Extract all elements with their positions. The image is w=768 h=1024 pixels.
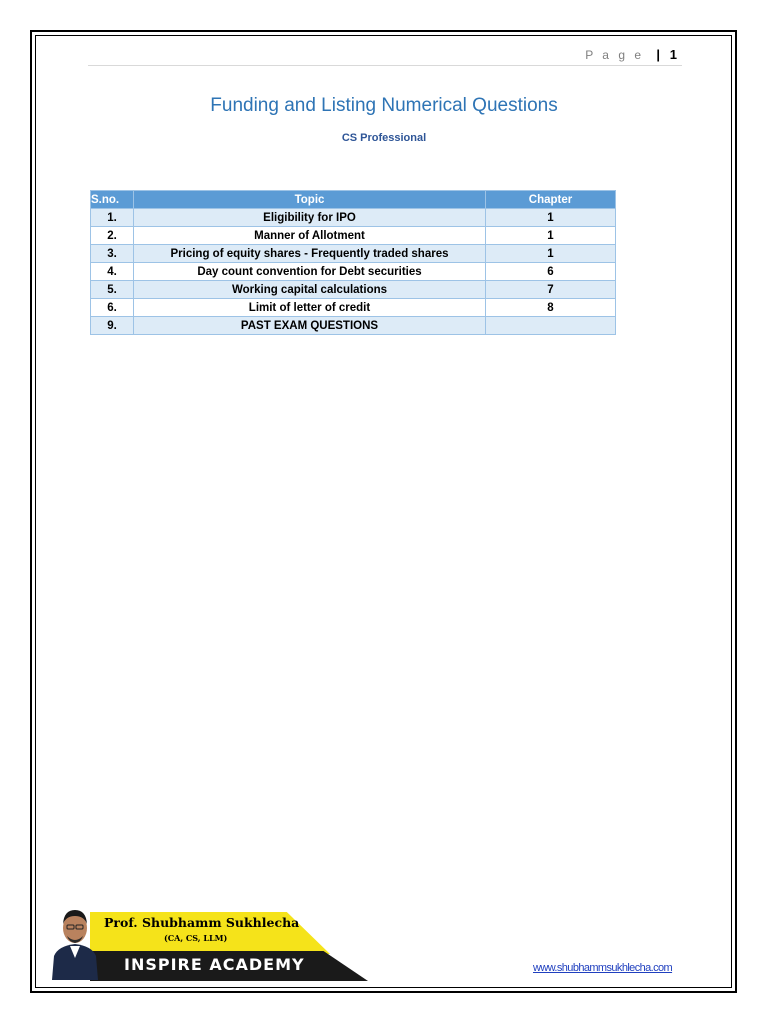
row-sno: 2. [91, 227, 134, 245]
row-chapter: 1 [486, 227, 616, 245]
row-topic: Manner of Allotment [134, 227, 486, 245]
table-row [91, 245, 616, 263]
table-row [91, 299, 616, 317]
row-sno: 3. [91, 245, 134, 263]
row-topic: Limit of letter of credit [134, 299, 486, 317]
logo-academy-name: INSPIRE ACADEMY [124, 955, 305, 974]
row-sno: 4. [91, 263, 134, 281]
page-number: 1 [669, 47, 677, 62]
table-header-row [91, 191, 616, 209]
row-chapter: 7 [486, 281, 616, 299]
page-header [88, 45, 682, 66]
table-row [91, 263, 616, 281]
row-sno: 5. [91, 281, 134, 299]
row-chapter: 1 [486, 245, 616, 263]
page-border-inner [35, 35, 732, 988]
website-link[interactable]: www.shubhammsukhlecha.com [533, 962, 673, 974]
table-row [91, 227, 616, 245]
row-chapter: 8 [486, 299, 616, 317]
logo-name: Prof. Shubhamm Sukhlecha [104, 915, 300, 930]
table-row [91, 317, 616, 335]
topics-table [90, 190, 616, 335]
row-sno: 1. [91, 209, 134, 227]
column-header-chapter: Chapter [486, 191, 616, 209]
table-row [91, 281, 616, 299]
row-chapter: 1 [486, 209, 616, 227]
row-topic: Eligibility for IPO [134, 209, 486, 227]
row-chapter: 6 [486, 263, 616, 281]
table-row [91, 209, 616, 227]
row-topic: Day count convention for Debt securities [134, 263, 486, 281]
column-header-topic: Topic [134, 191, 486, 209]
row-topic: Pricing of equity shares - Frequently traded shares [134, 245, 486, 263]
row-topic: Working capital calculations [134, 281, 486, 299]
row-sno: 6. [91, 299, 134, 317]
document-subtitle: CS Professional [341, 132, 427, 144]
row-chapter [486, 317, 616, 335]
row-topic: PAST EXAM QUESTIONS [134, 317, 486, 335]
logo-qualifications: (CA, CS, LLM) [164, 933, 228, 943]
row-sno: 9. [91, 317, 134, 335]
document-title: Funding and Listing Numerical Questions [210, 95, 558, 116]
avatar [46, 898, 104, 980]
page-separator: | [656, 47, 660, 62]
column-header-sno: S.no. [91, 191, 134, 209]
academy-logo [44, 898, 374, 983]
page-label: P a g e [585, 48, 644, 62]
